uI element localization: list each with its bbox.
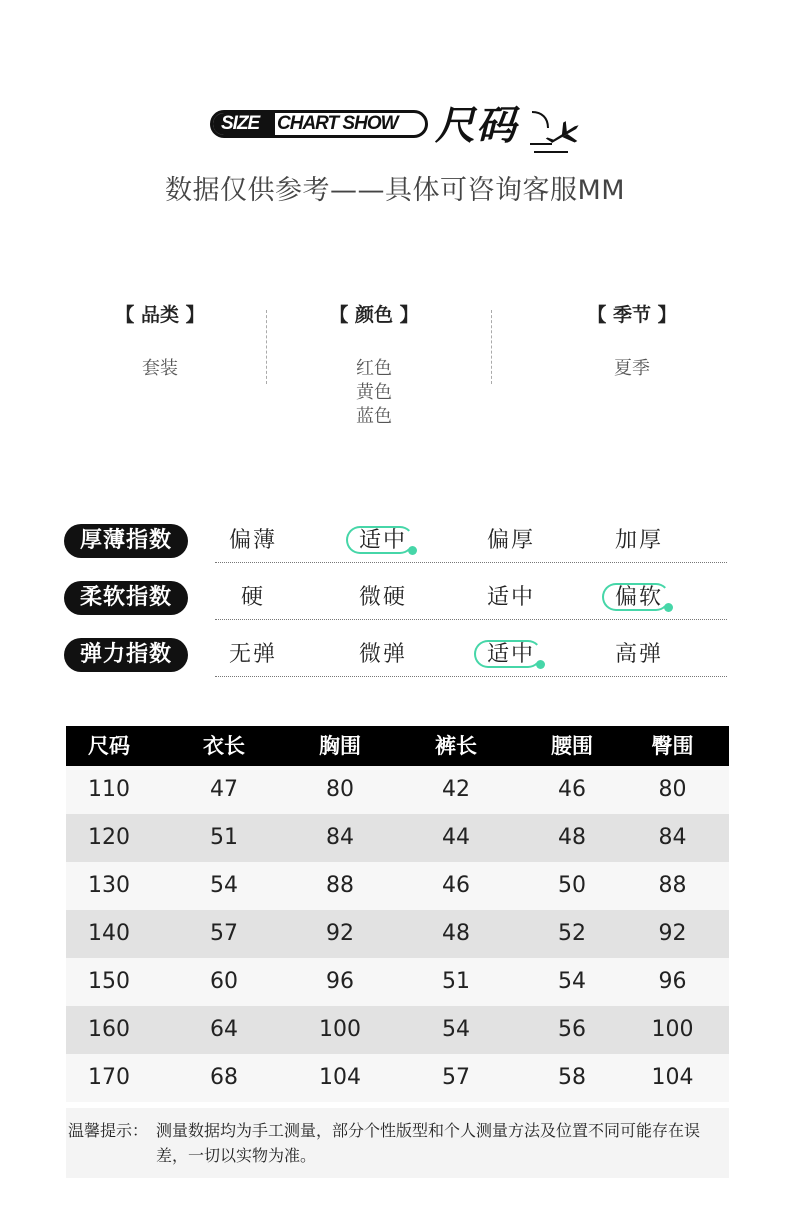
info-season-label: 【 季节 】 [587, 304, 677, 326]
table-cell: 46 [442, 873, 470, 898]
table-cell: 92 [658, 921, 687, 946]
table-cell: 42 [442, 777, 470, 802]
table-cell: 57 [442, 1065, 470, 1090]
size-chart-logo [210, 96, 590, 160]
thickness-index-label: 厚薄指数 [64, 524, 188, 558]
table-cell: 140 [88, 921, 130, 946]
table-cell: 60 [210, 969, 238, 994]
table-cell: 64 [210, 1017, 238, 1042]
table-body [66, 766, 729, 1102]
table-cell: 56 [558, 1017, 586, 1042]
thickness-option-selected: 适中 [328, 524, 438, 558]
tip-label: 温馨提示： [68, 1121, 149, 1140]
table-cell: 48 [442, 921, 470, 946]
table-cell: 150 [88, 969, 130, 994]
elasticity-index-row [0, 636, 790, 676]
info-season-value: 夏季 [614, 358, 650, 379]
softness-index-label: 柔软指数 [64, 581, 188, 615]
table-cell: 104 [319, 1065, 361, 1090]
softness-option: 适中 [486, 585, 535, 610]
info-color [312, 300, 436, 429]
table-cell: 88 [658, 873, 687, 898]
table-cell: 100 [651, 1017, 694, 1042]
table-cell: 120 [88, 825, 130, 850]
column-header: 腰围 [551, 734, 593, 758]
info-color-value: 蓝色 [356, 406, 392, 427]
table-cell: 100 [319, 1017, 361, 1042]
info-category [98, 300, 222, 381]
page-title: 尺码 [435, 103, 517, 149]
softness-option: 微硬 [358, 585, 407, 610]
column-header: 臀围 [651, 734, 694, 758]
table-cell: 104 [651, 1065, 694, 1090]
column-header: 胸围 [319, 734, 361, 758]
table-cell: 84 [658, 825, 687, 850]
info-season [570, 300, 694, 381]
info-category-value: 套装 [142, 358, 178, 379]
row-separator [215, 562, 727, 563]
elasticity-index-label: 弹力指数 [64, 638, 188, 672]
size-chart-badge [210, 110, 428, 138]
table-cell: 84 [326, 825, 354, 850]
badge-chart-show-text: CHART SHOW [277, 113, 398, 134]
table-cell: 46 [558, 777, 586, 802]
table-row [66, 958, 729, 1006]
table-cell: 80 [658, 777, 687, 802]
info-color-label: 【 颜色 】 [329, 304, 419, 326]
page-subtitle: 数据仅供参考——具体可咨询客服MM [164, 175, 626, 206]
column-header: 尺码 [88, 734, 130, 758]
divider [491, 310, 492, 384]
table-cell: 96 [658, 969, 687, 994]
table-cell: 51 [210, 825, 238, 850]
thickness-option: 偏厚 [486, 528, 535, 553]
info-color-value: 红色 [356, 358, 392, 379]
table-cell: 80 [326, 777, 354, 802]
elasticity-option: 微弹 [358, 642, 407, 667]
column-header: 衣长 [203, 734, 245, 758]
table-row [66, 862, 729, 910]
table-cell: 68 [210, 1065, 238, 1090]
table-cell: 130 [88, 873, 130, 898]
table-cell: 57 [210, 921, 238, 946]
softness-option: 硬 [240, 585, 265, 610]
elasticity-option: 无弹 [228, 642, 277, 667]
table-cell: 170 [88, 1065, 130, 1090]
table-row [66, 814, 729, 862]
column-header: 裤长 [435, 734, 477, 758]
table-cell: 58 [558, 1065, 586, 1090]
thickness-option: 加厚 [614, 528, 663, 553]
row-separator [215, 619, 727, 620]
softness-option-selected: 偏软 [584, 581, 694, 615]
elasticity-option: 高弹 [614, 642, 663, 667]
size-table [66, 726, 729, 1102]
table-cell: 44 [442, 825, 470, 850]
table-cell: 110 [88, 777, 130, 802]
plane-icon [528, 106, 584, 156]
info-color-value: 黄色 [356, 382, 392, 403]
table-cell: 160 [88, 1017, 130, 1042]
badge-size-text: SIZE [221, 113, 260, 134]
table-cell: 50 [558, 873, 586, 898]
table-header [66, 726, 729, 766]
table-cell: 48 [558, 825, 586, 850]
tip-text: 测量数据均为手工测量，部分个性版型和个人测量方法及位置不同可能存在误差，一切以实物为准。 [156, 1121, 701, 1165]
table-cell: 54 [210, 873, 238, 898]
row-separator [215, 676, 727, 677]
table-cell: 52 [558, 921, 586, 946]
table-cell: 88 [326, 873, 354, 898]
softness-index-row [0, 579, 790, 619]
table-cell: 54 [558, 969, 586, 994]
table-cell: 54 [442, 1017, 470, 1042]
table-cell: 96 [326, 969, 354, 994]
table-cell: 92 [326, 921, 354, 946]
divider [266, 310, 267, 384]
info-category-label: 【 品类 】 [115, 304, 205, 326]
thickness-index-row [0, 522, 790, 562]
table-row [66, 1054, 729, 1102]
table-cell: 51 [442, 969, 470, 994]
tip-box [66, 1108, 729, 1178]
thickness-option: 偏薄 [228, 528, 277, 553]
table-row [66, 1006, 729, 1054]
table-row [66, 910, 729, 958]
elasticity-option-selected: 适中 [456, 638, 566, 672]
table-cell: 47 [210, 777, 238, 802]
table-row [66, 766, 729, 814]
